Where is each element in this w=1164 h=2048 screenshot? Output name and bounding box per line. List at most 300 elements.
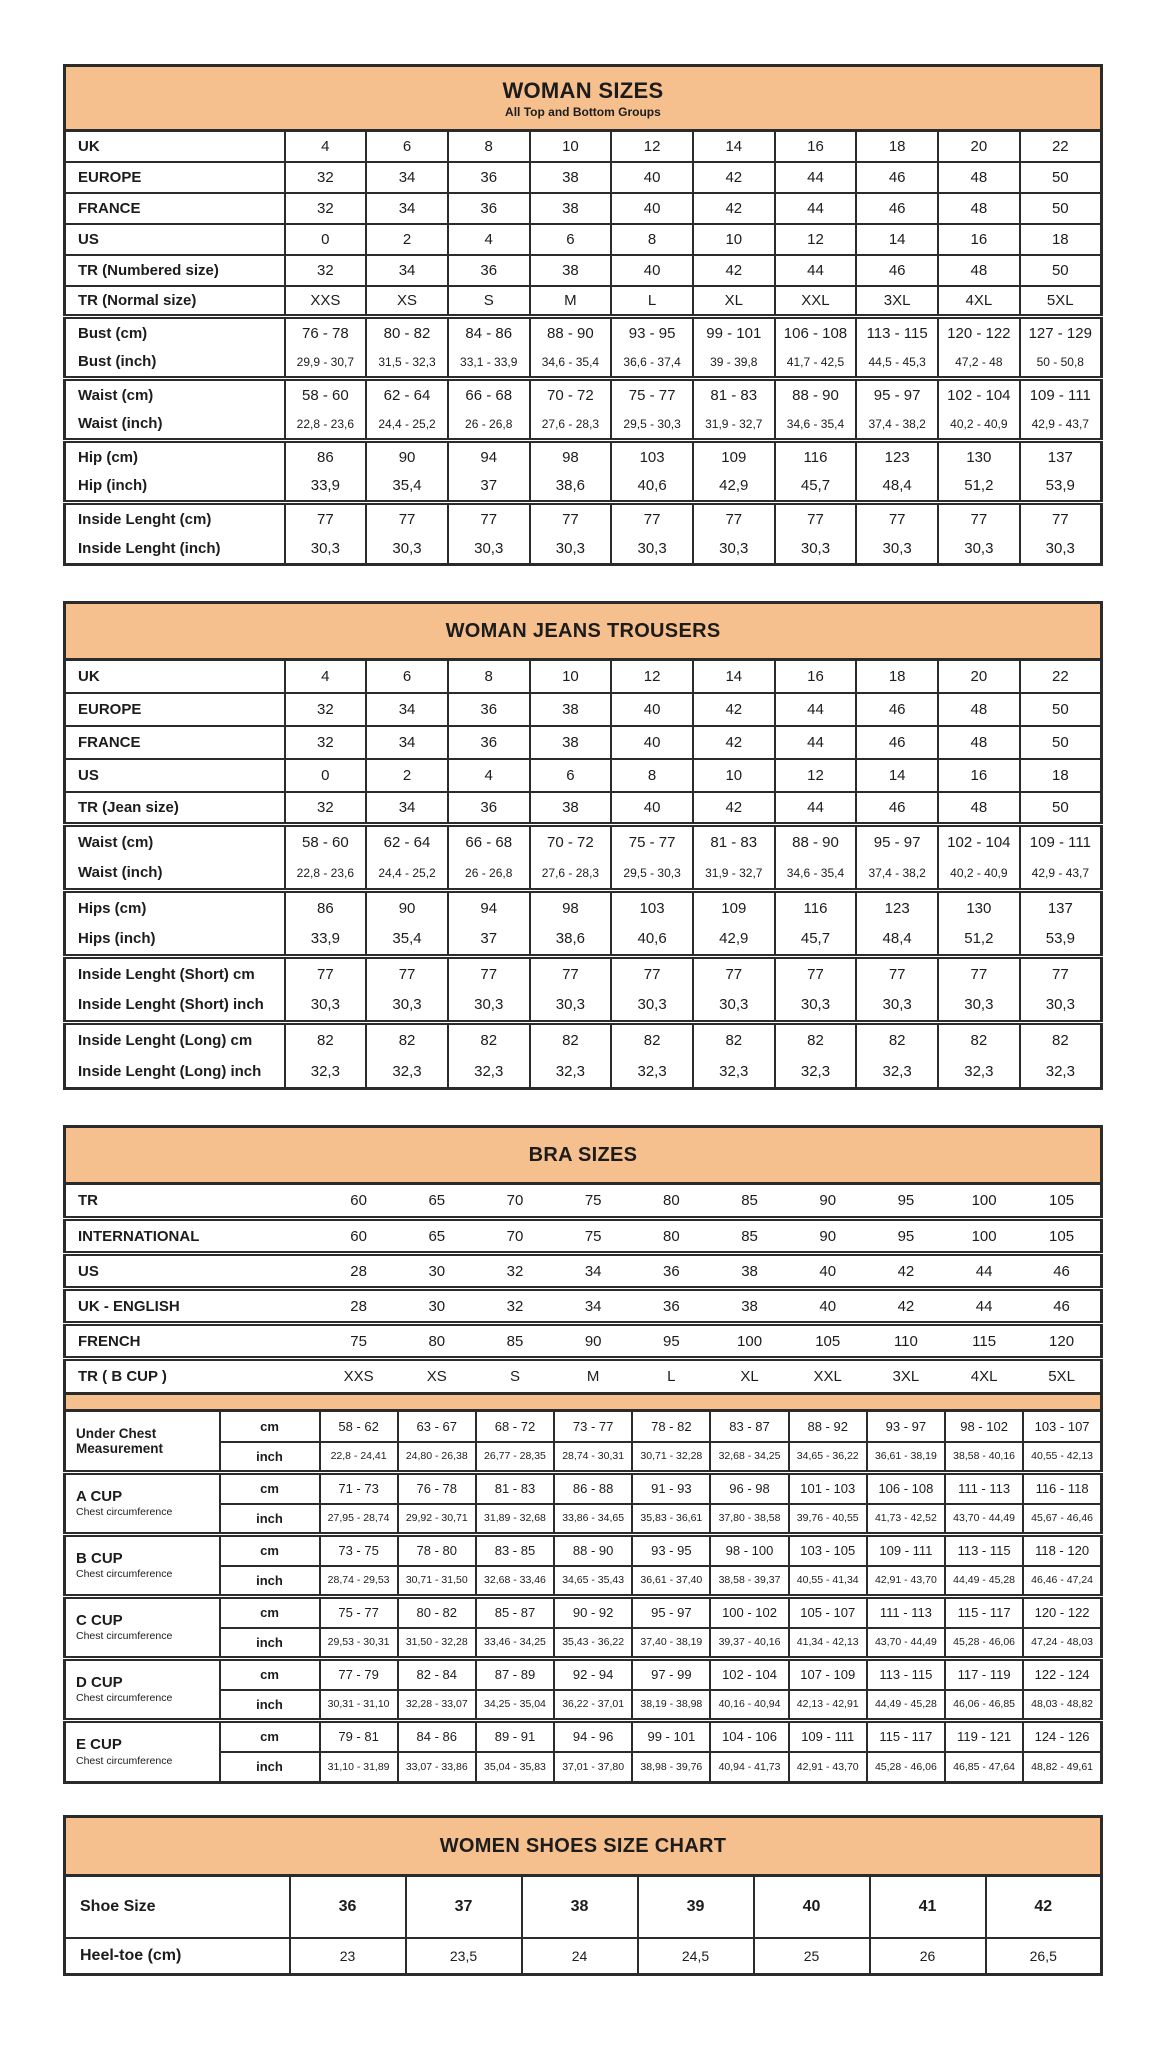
value-cell: 113 - 115 <box>867 1659 945 1690</box>
value-cell: 36,22 - 37,01 <box>554 1690 632 1721</box>
value-cell: 98 - 102 <box>945 1411 1023 1442</box>
value-cell: 30,3 <box>285 534 367 565</box>
value-cell: 27,6 - 28,3 <box>530 858 612 891</box>
value-cell: 42,13 - 42,91 <box>789 1690 867 1721</box>
value-cell: 36 <box>448 726 530 759</box>
value-cell: 30 <box>398 1289 476 1324</box>
value-cell: 99 - 101 <box>693 317 775 348</box>
value-cell: 43,70 - 44,49 <box>945 1504 1023 1535</box>
value-cell: 109 - 111 <box>867 1535 945 1566</box>
value-cell: 35,4 <box>366 472 448 503</box>
value-cell: 44,49 - 45,28 <box>945 1566 1023 1597</box>
value-cell: 37,4 - 38,2 <box>856 410 938 441</box>
row-label: Hip (inch) <box>78 477 148 495</box>
value-cell: 5XL <box>1023 1359 1101 1394</box>
value-cell: 36 <box>448 193 530 224</box>
value-cell: 32,3 <box>856 1056 938 1089</box>
value-cell: 33,1 - 33,9 <box>448 348 530 379</box>
value-cell: 26,5 <box>986 1938 1102 1975</box>
value-cell: 32,3 <box>530 1056 612 1089</box>
value-cell: 46 <box>856 726 938 759</box>
value-cell: 50 <box>1020 726 1102 759</box>
value-cell: XS <box>398 1359 476 1394</box>
value-cell: 30,3 <box>938 990 1020 1023</box>
value-cell: 45,7 <box>775 924 857 957</box>
value-cell: 42,9 - 43,7 <box>1020 410 1102 441</box>
value-cell: 100 <box>945 1219 1023 1254</box>
value-cell: 99 - 101 <box>632 1721 710 1752</box>
value-cell: 8 <box>448 131 530 162</box>
table-row <box>65 891 1102 924</box>
value-cell: 95 - 97 <box>632 1597 710 1628</box>
value-cell: 35,43 - 36,22 <box>554 1628 632 1659</box>
value-cell: 18 <box>856 660 938 693</box>
value-cell: 3XL <box>867 1359 945 1394</box>
value-cell: 30,3 <box>775 534 857 565</box>
value-cell: 30,31 - 31,10 <box>320 1690 398 1721</box>
value-cell: 77 <box>448 503 530 534</box>
value-cell: 30,3 <box>693 990 775 1023</box>
value-cell: 105 <box>1023 1219 1101 1254</box>
value-cell: 33,86 - 34,65 <box>554 1504 632 1535</box>
table-title: WOMEN SHOES SIZE CHART <box>439 1834 727 1857</box>
value-cell: 78 - 82 <box>632 1411 710 1442</box>
value-cell: 24,80 - 26,38 <box>398 1442 476 1473</box>
value-cell: 109 - 111 <box>1020 379 1102 410</box>
value-cell: 31,5 - 32,3 <box>366 348 448 379</box>
value-cell: 70 <box>476 1219 554 1254</box>
value-cell: 130 <box>938 441 1020 472</box>
unit-cm-cell: cm <box>220 1535 320 1566</box>
value-cell: 18 <box>1020 759 1102 792</box>
shoes-header <box>65 1817 1102 1876</box>
value-cell: 80 <box>398 1324 476 1359</box>
cup-name: E CUP <box>76 1736 122 1754</box>
row-label: Hip (cm) <box>65 441 285 472</box>
value-cell: 26,77 - 28,35 <box>476 1442 554 1473</box>
value-cell: 88 - 90 <box>554 1535 632 1566</box>
value-cell: 102 - 104 <box>938 379 1020 410</box>
value-cell: 90 <box>819 1192 837 1209</box>
value-cell: 80 <box>663 1192 680 1209</box>
value-cell: 88 - 90 <box>775 825 857 858</box>
value-cell: 65 <box>428 1192 446 1209</box>
cup-label-cell <box>65 1721 220 1783</box>
unit-cm-cell: cm <box>220 1411 320 1442</box>
row-label: Waist (inch) <box>78 415 163 433</box>
value-cell: 48,4 <box>856 924 938 957</box>
value-cell: XXL <box>775 286 857 317</box>
value-cell: 82 <box>1020 1023 1102 1056</box>
value-cell: 94 <box>448 891 530 924</box>
value-cell: 95 <box>867 1219 945 1254</box>
value-cell: 31,9 - 32,7 <box>693 858 775 891</box>
value-cell: 36 <box>632 1254 710 1289</box>
value-cell: 100 <box>971 1192 997 1209</box>
value-cell: 36,61 - 37,40 <box>632 1566 710 1597</box>
value-cell: 37,80 - 38,58 <box>710 1504 788 1535</box>
value-cell: 77 <box>856 957 938 990</box>
value-cell: 107 - 109 <box>789 1659 867 1690</box>
value-cell: 4 <box>285 660 367 693</box>
value-cell: 50 <box>1020 792 1102 825</box>
value-cell: 30,3 <box>448 990 530 1023</box>
value-cell: 123 <box>856 441 938 472</box>
value-cell: 42,91 - 43,70 <box>867 1566 945 1597</box>
value-cell: 90 - 92 <box>554 1597 632 1628</box>
value-cell: 44 <box>775 693 857 726</box>
value-cell: 46 <box>856 255 938 286</box>
value-cell: 10 <box>693 224 775 255</box>
table-row <box>65 1566 1102 1597</box>
row-label: EUROPE <box>65 693 285 726</box>
value-cell: 32,3 <box>448 1056 530 1089</box>
value-cell: 24 <box>522 1938 638 1975</box>
shoes-size-table <box>63 1815 1103 1976</box>
value-cell: 89 - 91 <box>476 1721 554 1752</box>
table-header-row <box>65 1817 1102 1876</box>
value-cell: 34 <box>366 255 448 286</box>
value-cell: 38,58 - 40,16 <box>945 1442 1023 1473</box>
value-cell: 46,85 - 47,64 <box>945 1752 1023 1783</box>
value-cell: 116 <box>775 891 857 924</box>
table-row <box>65 317 1102 348</box>
value-cell: 91 - 93 <box>632 1473 710 1504</box>
unit-inch-cell: inch <box>220 1690 320 1721</box>
value-cell: 101 - 103 <box>789 1473 867 1504</box>
value-cell: 28,74 - 29,53 <box>320 1566 398 1597</box>
value-cell: 48,4 <box>856 472 938 503</box>
value-cell: 48 <box>938 193 1020 224</box>
value-cell: 14 <box>693 131 775 162</box>
table-row <box>65 193 1102 224</box>
value-cell: 109 <box>693 891 775 924</box>
value-cell: 38,19 - 38,98 <box>632 1690 710 1721</box>
value-cell: 76 - 78 <box>285 317 367 348</box>
value-cell: 37,4 - 38,2 <box>856 858 938 891</box>
value-cell: 34,65 - 35,43 <box>554 1566 632 1597</box>
row-label: Inside Lenght (cm) <box>65 503 285 534</box>
value-cell: 84 - 86 <box>398 1721 476 1752</box>
value-cell: 98 - 100 <box>710 1535 788 1566</box>
value-cell: 122 - 124 <box>1023 1659 1101 1690</box>
cup-sublabel: Chest circumference <box>76 1692 173 1705</box>
table-row <box>65 1219 1102 1254</box>
value-cell: 40,6 <box>611 924 693 957</box>
value-cell: 105 <box>789 1324 867 1359</box>
value-cell: 106 - 108 <box>775 317 857 348</box>
row-label: INTERNATIONAL <box>65 1219 320 1254</box>
value-cell: 24,4 - 25,2 <box>366 858 448 891</box>
value-cell: 96 - 98 <box>710 1473 788 1504</box>
value-cell: 82 <box>530 1023 612 1056</box>
value-cell: 46 <box>856 162 938 193</box>
value-cell: 32 <box>476 1289 554 1324</box>
value-cell: 82 <box>448 1023 530 1056</box>
value-cell: 137 <box>1020 891 1102 924</box>
table-row <box>65 693 1102 726</box>
value-cell: 47,2 - 48 <box>938 348 1020 379</box>
value-cell: 10 <box>693 759 775 792</box>
value-cell: 71 - 73 <box>320 1473 398 1504</box>
value-cell: 39,76 - 40,55 <box>789 1504 867 1535</box>
value-cell: 85 <box>741 1192 758 1209</box>
value-cell: 42,9 <box>693 472 775 503</box>
value-cell: 37,01 - 37,80 <box>554 1752 632 1783</box>
value-cell: 88 - 90 <box>530 317 612 348</box>
value-cell: 43,70 - 44,49 <box>867 1628 945 1659</box>
table-row <box>65 792 1102 825</box>
row-label: Inside Lenght (Long) inch <box>78 1062 262 1080</box>
value-cell: 0 <box>285 224 367 255</box>
row-label: EUROPE <box>65 162 285 193</box>
value-cell: 40,6 <box>611 472 693 503</box>
cup-name: B CUP <box>76 1549 123 1567</box>
value-cell: 81 - 83 <box>693 825 775 858</box>
value-cell: 31,50 - 32,28 <box>398 1628 476 1659</box>
separator-strip <box>65 1394 1102 1411</box>
value-cell: 48 <box>938 162 1020 193</box>
value-cell: 30,3 <box>856 534 938 565</box>
value-cell: 66 - 68 <box>448 379 530 410</box>
value-cell: 45,67 - 46,46 <box>1023 1504 1101 1535</box>
cup-label-cell <box>65 1535 220 1597</box>
value-cell: 42,9 - 43,7 <box>1020 858 1102 891</box>
row-label: US <box>65 759 285 792</box>
value-cell: S <box>448 286 530 317</box>
value-cell: 83 - 87 <box>710 1411 788 1442</box>
value-cell: 77 <box>1020 957 1102 990</box>
value-cell: 44,5 - 45,3 <box>856 348 938 379</box>
value-cell: 77 <box>285 503 367 534</box>
value-cell: 30,3 <box>285 990 367 1023</box>
value-cell: 40,2 - 40,9 <box>938 410 1020 441</box>
value-cell: 30,3 <box>530 534 612 565</box>
value-cell: 44 <box>945 1254 1023 1289</box>
value-cell: M <box>554 1359 632 1394</box>
value-cell: 40,16 - 40,94 <box>710 1690 788 1721</box>
value-cell: 6 <box>366 660 448 693</box>
table-row <box>65 255 1102 286</box>
value-cell: 85 - 87 <box>476 1597 554 1628</box>
value-cell: 82 <box>693 1023 775 1056</box>
value-cell: XXS <box>285 286 367 317</box>
value-cell: 42 <box>693 693 775 726</box>
value-cell: 95 <box>632 1324 710 1359</box>
value-cell: 60 <box>350 1192 367 1209</box>
value-cell: 40 <box>611 255 693 286</box>
value-cell: 30,3 <box>693 534 775 565</box>
value-cell: 75 - 77 <box>611 379 693 410</box>
value-cell: 95 - 97 <box>856 825 938 858</box>
row-label: Inside Lenght (Long) cm <box>65 1023 285 1056</box>
value-cell: 36,61 - 38,19 <box>867 1442 945 1473</box>
value-cell: 70 - 72 <box>530 379 612 410</box>
value-cell: 29,53 - 30,31 <box>320 1628 398 1659</box>
unit-inch-cell: inch <box>220 1752 320 1783</box>
value-cell: 32,3 <box>366 1056 448 1089</box>
value-cell: 39 <box>638 1876 754 1938</box>
value-cell: 137 <box>1020 441 1102 472</box>
value-cell: 88 - 92 <box>789 1411 867 1442</box>
value-cell: 77 <box>448 957 530 990</box>
value-cell: 90 <box>366 441 448 472</box>
value-cell: 28,74 - 30,31 <box>554 1442 632 1473</box>
value-cell: 51,2 <box>938 924 1020 957</box>
value-cell: 16 <box>938 224 1020 255</box>
value-cell: 46 <box>856 193 938 224</box>
value-cell: 12 <box>611 660 693 693</box>
woman-sizes-header <box>65 66 1102 131</box>
value-cell: 34 <box>366 693 448 726</box>
value-cell: XL <box>693 286 775 317</box>
table-row <box>65 162 1102 193</box>
table-row <box>65 1473 1102 1504</box>
value-cell: 40 <box>611 693 693 726</box>
value-cell: 106 - 108 <box>867 1473 945 1504</box>
value-cell: 77 <box>938 957 1020 990</box>
value-cell: 14 <box>693 660 775 693</box>
value-cell: 35,83 - 36,61 <box>632 1504 710 1535</box>
value-cell: 73 - 75 <box>320 1535 398 1566</box>
value-cell: 92 - 94 <box>554 1659 632 1690</box>
value-cell: 77 <box>611 503 693 534</box>
value-cell: 22 <box>1020 131 1102 162</box>
unit-inch-cell: inch <box>220 1628 320 1659</box>
value-cell: 115 <box>945 1324 1023 1359</box>
value-cell: 79 - 81 <box>320 1721 398 1752</box>
value-cell: 20 <box>938 131 1020 162</box>
value-cell: 116 <box>775 441 857 472</box>
value-cell: 30,3 <box>448 534 530 565</box>
value-cell: 109 - 111 <box>789 1721 867 1752</box>
value-cell: 12 <box>611 131 693 162</box>
value-cell: 46,06 - 46,85 <box>945 1690 1023 1721</box>
value-cell: 30 <box>398 1254 476 1289</box>
value-cell: 82 <box>775 1023 857 1056</box>
value-cell: 77 - 79 <box>320 1659 398 1690</box>
value-cell: 87 - 89 <box>476 1659 554 1690</box>
value-cell: 63 - 67 <box>398 1411 476 1442</box>
value-cell: 86 <box>285 441 367 472</box>
value-cell: 33,46 - 34,25 <box>476 1628 554 1659</box>
value-cell: 36,6 - 37,4 <box>611 348 693 379</box>
value-cell: 40 <box>789 1254 867 1289</box>
value-cell: 77 <box>1020 503 1102 534</box>
value-cell: 30,3 <box>530 990 612 1023</box>
table-row <box>65 379 1102 410</box>
table-row <box>65 1690 1102 1721</box>
value-cell: 36 <box>448 792 530 825</box>
value-cell: 32,3 <box>285 1056 367 1089</box>
value-cell: 120 - 122 <box>938 317 1020 348</box>
value-cell: 38 <box>530 693 612 726</box>
value-cell: 42 <box>693 255 775 286</box>
table-row <box>65 1504 1102 1535</box>
value-cell: 93 - 95 <box>611 317 693 348</box>
unit-inch-cell: inch <box>220 1504 320 1535</box>
value-cell: 30,3 <box>938 534 1020 565</box>
value-cell: 39 - 39,8 <box>693 348 775 379</box>
row-label: TR (Numbered size) <box>65 255 285 286</box>
value-cell: 0 <box>285 759 367 792</box>
value-cell: 70 - 72 <box>530 825 612 858</box>
value-cell: 32,3 <box>693 1056 775 1089</box>
cup-label-cell <box>65 1411 220 1473</box>
value-cell: 70 <box>506 1192 524 1209</box>
row-label: TR <box>78 1192 98 1209</box>
row-label: Waist (cm) <box>65 379 285 410</box>
cup-name: C CUP <box>76 1611 123 1629</box>
separator-strip-cell <box>65 1394 1102 1411</box>
value-cell: 12 <box>775 224 857 255</box>
value-cell: 80 - 82 <box>398 1597 476 1628</box>
table-header-row <box>65 603 1102 660</box>
value-cell: 30,3 <box>856 990 938 1023</box>
value-cell: 32,28 - 33,07 <box>398 1690 476 1721</box>
value-cell: 42,9 <box>693 924 775 957</box>
value-cell: 34,6 - 35,4 <box>775 410 857 441</box>
unit-cm-cell: cm <box>220 1473 320 1504</box>
value-cell: 82 <box>856 1023 938 1056</box>
value-cell: 40 <box>611 193 693 224</box>
table-row <box>65 924 1102 957</box>
value-cell: 82 - 84 <box>398 1659 476 1690</box>
value-cell: 16 <box>775 660 857 693</box>
separator-band <box>65 1394 1102 1411</box>
value-cell: 32,3 <box>611 1056 693 1089</box>
value-cell: 80 <box>632 1219 710 1254</box>
value-cell: 38,6 <box>530 924 612 957</box>
value-cell: 4 <box>285 131 367 162</box>
value-cell: 32 <box>285 255 367 286</box>
value-cell: 22 <box>1020 660 1102 693</box>
value-cell: 85 <box>710 1219 788 1254</box>
value-cell: 113 - 115 <box>856 317 938 348</box>
value-cell: 77 <box>775 957 857 990</box>
value-cell: 38,6 <box>530 472 612 503</box>
value-cell: 26 <box>870 1938 986 1975</box>
value-cell: 77 <box>285 957 367 990</box>
value-cell: 86 - 88 <box>554 1473 632 1504</box>
cup-sublabel: Chest circumference <box>76 1630 173 1643</box>
table-row <box>65 1721 1102 1752</box>
table-row <box>65 957 1102 990</box>
value-cell: 90 <box>789 1219 867 1254</box>
table-row <box>65 472 1102 503</box>
row-label: TR ( B CUP ) <box>65 1359 320 1394</box>
cup-name: A CUP <box>76 1487 123 1505</box>
value-cell: 85 <box>476 1324 554 1359</box>
value-cell: 58 - 60 <box>285 379 367 410</box>
value-cell: 103 <box>611 891 693 924</box>
row-label: Inside Lenght (inch) <box>78 539 221 557</box>
table-row <box>65 1289 1102 1324</box>
row-label: Waist (inch) <box>78 864 163 882</box>
table-row <box>65 726 1102 759</box>
value-cell: 31,89 - 32,68 <box>476 1504 554 1535</box>
value-cell: XXL <box>789 1359 867 1394</box>
value-cell: 25 <box>754 1938 870 1975</box>
unit-cm-cell: cm <box>220 1659 320 1690</box>
value-cell: 29,9 - 30,7 <box>285 348 367 379</box>
table-header-row <box>65 66 1102 131</box>
value-cell: 78 - 80 <box>398 1535 476 1566</box>
value-cell: L <box>611 286 693 317</box>
value-cell: 30,3 <box>611 990 693 1023</box>
value-cell: 30,3 <box>366 990 448 1023</box>
value-cell: 45,28 - 46,06 <box>945 1628 1023 1659</box>
